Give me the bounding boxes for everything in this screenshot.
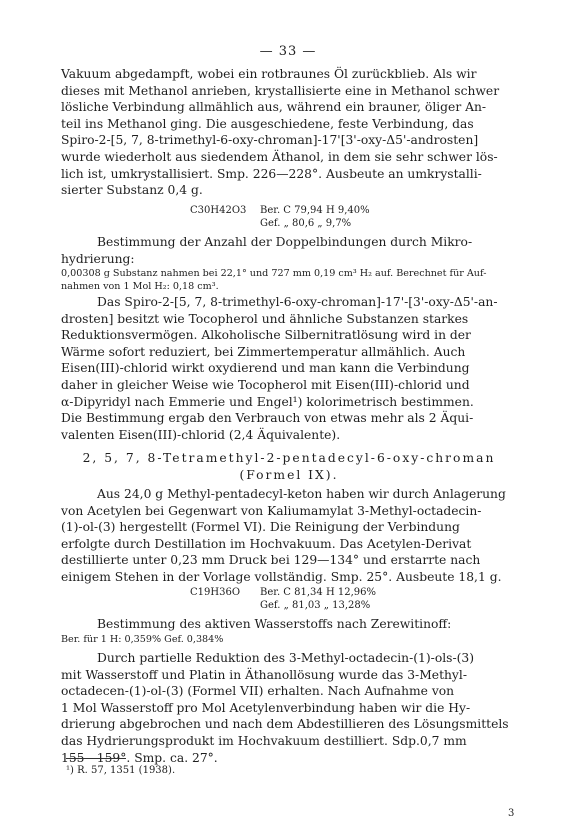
text-line: valenten Eisen(III)-chlorid (2,4 Äquivalente).: [61, 427, 341, 442]
elemental-analysis-2: [190, 586, 376, 612]
text-line: Aus 24,0 g Methyl-pentadecyl-keton haben wir durch Anlagerung: [97, 487, 506, 501]
text-line: Vakuum abgedampft, wobei ein rotbraunes Öl zurückblieb. Als wir: [61, 67, 477, 81]
page-number: — 33 —: [259, 44, 317, 59]
heading-line: 2, 5, 7, 8-Tetramethyl-2-pentadecyl-6-oxy-chroman: [82, 451, 496, 465]
text-line: erfolgte durch Destillation im Hochvakuum. Das Acetylen-Derivat: [61, 536, 472, 551]
text-line: Bestimmung der Anzahl der Doppelbindungen durch Mikro-: [97, 235, 473, 249]
text-line: drosten] besitzt wie Tocopherol und ähnliche Substanzen starkes: [61, 311, 469, 326]
text-line: 155—159°. Smp. ca. 27°.: [61, 750, 218, 765]
text-line: Durch partielle Reduktion des 3-Methyl-octadecin-(1)-ols-(3): [97, 651, 475, 665]
paragraph-3: [61, 294, 517, 443]
text-line: einigem Stehen in der Vorlage vollständig. Smp. 25°. Ausbeute 18,1 g.: [61, 569, 502, 584]
text-line: lich ist, umkrystallisiert. Smp. 226—228°. Ausbeute an umkrystalli-: [61, 166, 482, 181]
text-line: von Acetylen bei Gegenwart von Kaliumamylat 3-Methyl-octadecin-: [61, 503, 482, 518]
text-line: octadecen-(1)-ol-(3) (Formel VII) erhalten. Nach Aufnahme von: [61, 684, 455, 699]
section-heading: [61, 450, 517, 483]
footnote-divider: [66, 758, 126, 759]
analysis-found: Gef. „ 81,03 „ 13,28%: [260, 600, 371, 611]
text-line: drierung abgebrochen und nach dem Abdestillieren des Lösungsmittels: [61, 717, 509, 732]
analysis-calculated: Ber. C 81,34 H 12,96%: [260, 587, 376, 598]
text-line: Bestimmung des aktiven Wasserstoffs nach Zerewitinoff:: [97, 617, 452, 631]
text-line: Eisen(III)-chlorid wirkt oxydierend und man kann die Verbindung: [61, 361, 470, 376]
text-line: 1 Mol Wasserstoff pro Mol Acetylenverbindung haben wir die Hy-: [61, 700, 471, 715]
text-line: mit Wasserstoff und Platin in Äthanollösung wurde das 3-Methyl-: [61, 667, 467, 682]
text-line: wurde wiederholt aus siedendem Äthanol, in dem sie sehr schwer lös-: [61, 149, 498, 164]
paragraph-2: [61, 234, 517, 293]
paragraph-1: [61, 66, 517, 199]
text-line: Das Spiro-2-[5, 7, 8-trimethyl-6-oxy-chroman]-17'-[3'-oxy-Δ5'-an-: [97, 295, 498, 309]
text-line: α-Dipyridyl nach Emmerie und Engel¹) kolorimetrisch bestimmen.: [61, 394, 474, 409]
analysis-found: Gef. „ 80,6 „ 9,7%: [260, 218, 352, 229]
text-line-small: nahmen von 1 Mol H₂: 0,18 cm³.: [61, 281, 219, 293]
text-line: sierter Substanz 0,4 g.: [61, 183, 203, 198]
molecular-formula: C30H42O3: [190, 205, 247, 216]
heading-line: (Formel IX).: [239, 467, 339, 482]
text-line-small: 0,00308 g Substanz nahmen bei 22,1° und 727 mm 0,19 cm³ H₂ auf. Berechnet für Auf-: [61, 268, 487, 280]
paragraph-6: [61, 650, 517, 766]
text-line-small: Ber. für 1 H: 0,359% Gef. 0,384%: [61, 633, 224, 645]
elemental-analysis-1: [190, 204, 370, 230]
text-line: (1)-ol-(3) hergestellt (Formel VI). Die Reinigung der Verbindung: [61, 520, 460, 535]
text-line: destillierte unter 0,23 mm Druck bei 129—134° und erstarrte nach: [61, 553, 481, 568]
text-line: lösliche Verbindung allmählich aus, während ein brauner, öliger An-: [61, 100, 487, 115]
sheet-number: 3: [508, 808, 515, 819]
paragraph-5: [61, 616, 517, 646]
paragraph-4: [61, 486, 517, 586]
text-line: Reduktionsvermögen. Alkoholische Silbernitratlösung wird in der: [61, 328, 471, 343]
text-line: daher in gleicher Weise wie Tocopherol mit Eisen(III)-chlorid und: [61, 377, 470, 392]
analysis-calculated: Ber. C 79,94 H 9,40%: [260, 205, 370, 216]
text-line: hydrierung:: [61, 251, 135, 266]
molecular-formula: C19H36O: [190, 587, 241, 598]
text-line: Spiro-2-[5, 7, 8-trimethyl-6-oxy-chroman]-17'[3'-oxy-Δ5'-androsten]: [61, 133, 479, 148]
text-line: dieses mit Methanol anrieben, krystallisierte eine in Methanol schwer: [61, 83, 500, 98]
text-line: Die Bestimmung ergab den Verbrauch von etwas mehr als 2 Äqui-: [61, 411, 474, 426]
text-line: Wärme sofort reduziert, bei Zimmertemperatur allmählich. Auch: [61, 344, 466, 359]
text-line: teil ins Methanol ging. Die ausgeschiedene, feste Verbindung, das: [61, 116, 474, 131]
text-line: das Hydrierungsprodukt im Hochvakuum destilliert. Sdp.0,7 mm: [61, 733, 467, 748]
footnote: ¹) R. 57, 1351 (1938).: [66, 765, 176, 776]
